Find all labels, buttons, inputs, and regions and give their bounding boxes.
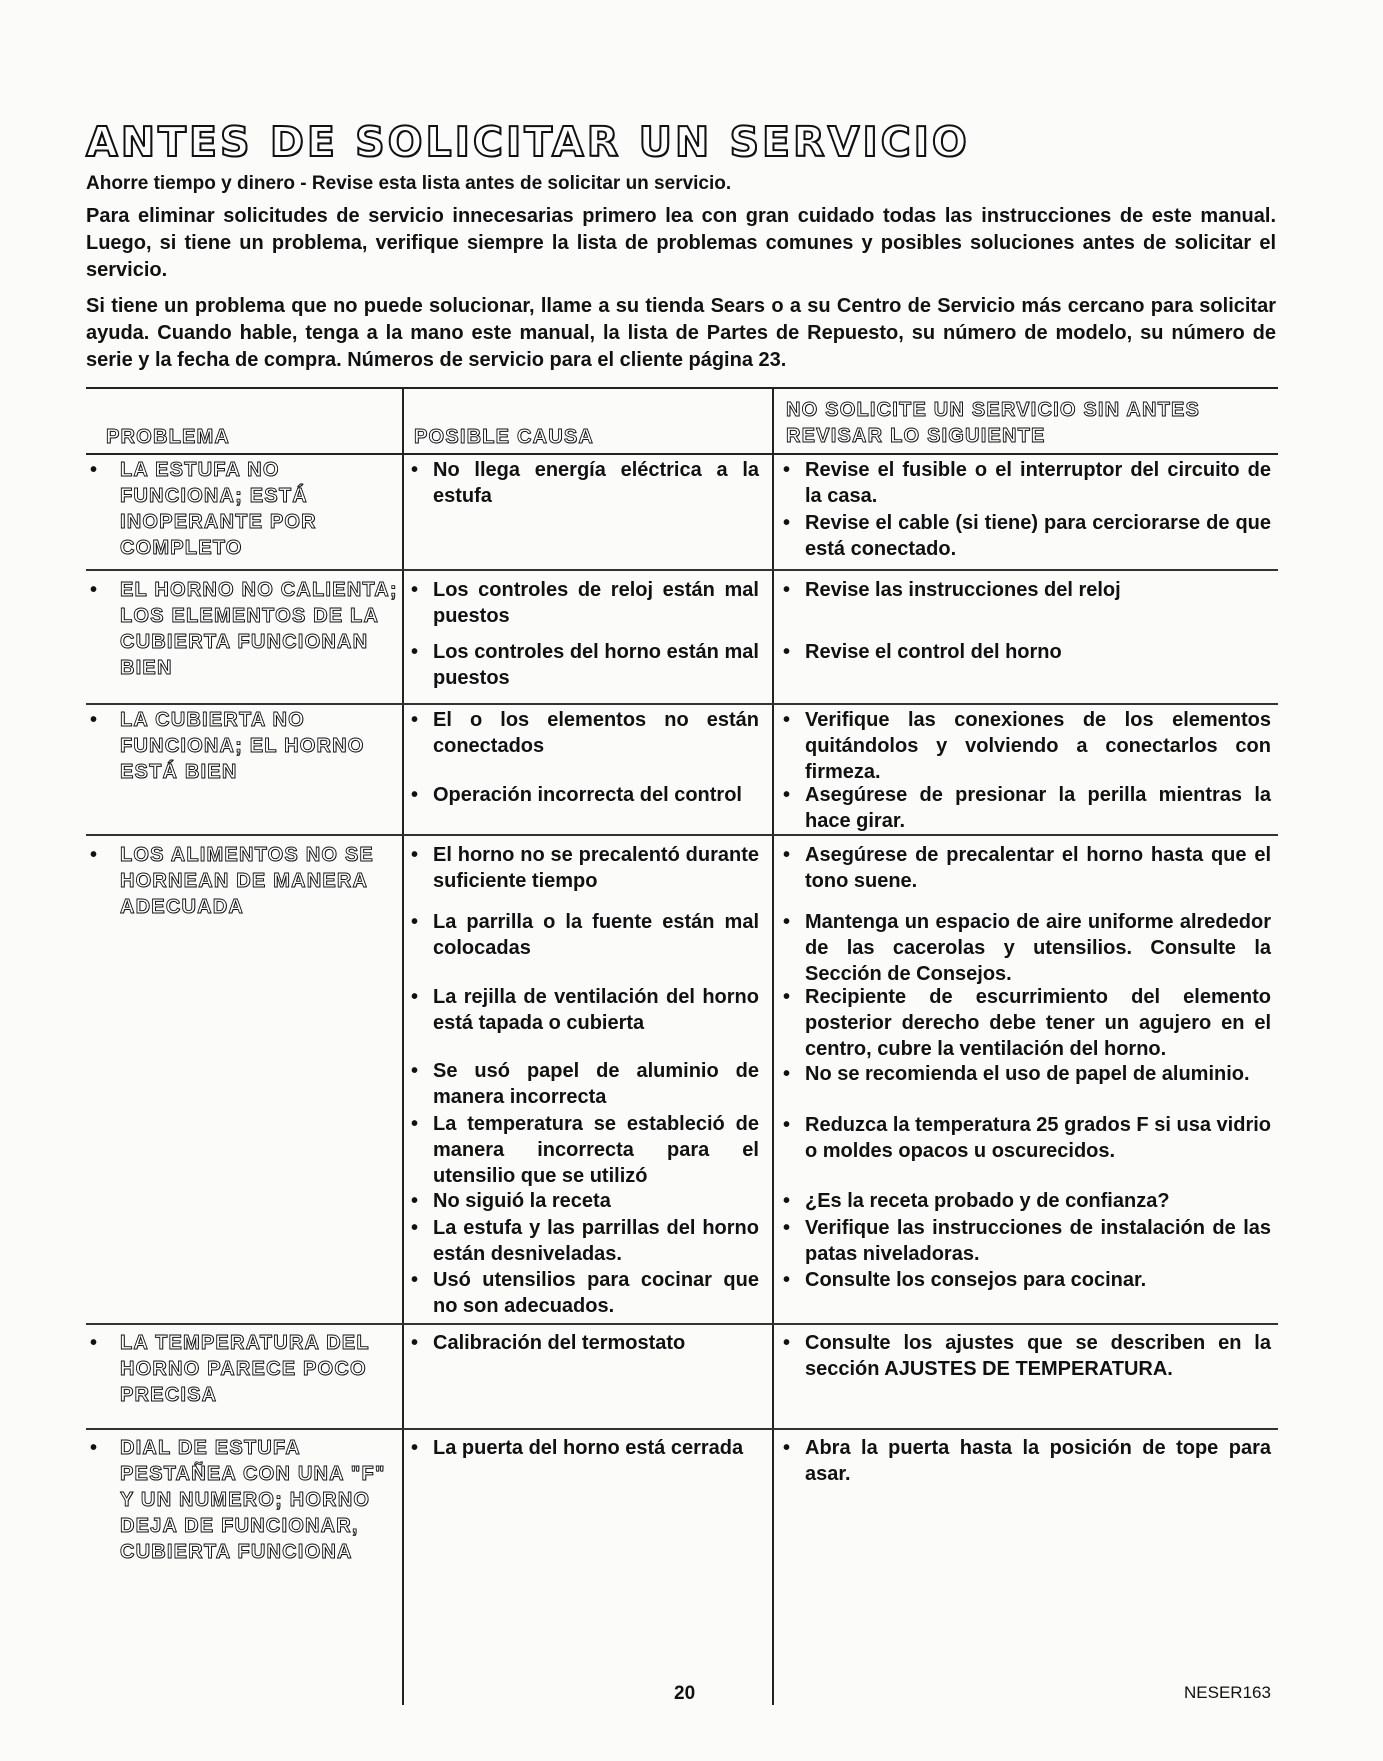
document-code: NESER163 — [1184, 1683, 1271, 1702]
solution-item: • ¿Es la receta probado y de confianza? — [783, 1190, 1170, 1212]
page-subtitle: Ahorre tiempo y dinero - Revise esta lista antes de solicitar un servicio. — [86, 173, 732, 194]
page-number: 20 — [674, 1683, 696, 1704]
solution-item: • Revise el cable (si tiene) para cerciorarse de que está conectado. — [783, 512, 1271, 560]
solution-item: • Verifique las conexiones de los elementos quitándolos y volviendo a conectarlos con firmeza. — [783, 709, 1271, 783]
cause-item: • No llega energía eléctrica a la estufa — [411, 459, 759, 507]
cause-item: • La temperatura se estableció de manera incorrecta para el utensilio que se utilizó — [411, 1113, 759, 1187]
cause-item: • La rejilla de ventilación del horno está tapada o cubierta — [411, 986, 759, 1034]
cause-item: • La puerta del horno está cerrada — [411, 1437, 744, 1459]
solution-item: • No se recomienda el uso de papel de aluminio. — [783, 1063, 1250, 1085]
header-rule — [86, 453, 1278, 455]
header-problem: PROBLEMA — [106, 426, 231, 448]
solution-item: • Asegúrese de precalentar el horno hasta que el tono suene. — [783, 844, 1271, 892]
page-title: ANTES DE SOLICITAR UN SERVICIO — [86, 118, 970, 166]
solution-item: • Recipiente de escurrimiento del elemento posterior derecho debe tener un agujero en el centro, cubre la ventilación del horno. — [783, 986, 1271, 1060]
problem-cell: • LA ESTUFA NO FUNCIONA; ESTÁ INOPERANTE POR COMPLETO — [90, 459, 317, 559]
cause-item: • La parrilla o la fuente están mal colocadas — [411, 911, 759, 959]
cause-item: • Se usó papel de aluminio de manera incorrecta — [411, 1060, 759, 1108]
solution-item: • Revise el fusible o el interruptor del circuito de la casa. — [783, 459, 1271, 507]
cause-item: • El horno no se precalentó durante suficiente tiempo — [411, 844, 759, 892]
solution-item: • Abra la puerta hasta la posición de tope para asar. — [783, 1437, 1271, 1485]
cause-item: • Usó utensilios para cocinar que no son adecuados. — [411, 1269, 759, 1317]
contact-paragraph: Si tiene un problema que no puede solucionar, llame a su tienda Sears o a su Centro de Servicio más cercano para solicitar ayuda. Cuando hable, tenga a la mano este manual, la lista de Partes de Repuesto, su número de modelo, su número de serie y la fecha de compra. Números de servicio para el cliente página 23. — [86, 295, 1276, 371]
cause-item: • El o los elementos no están conectados — [411, 709, 759, 757]
solution-item: • Verifique las instrucciones de instalación de las patas niveladoras. — [783, 1217, 1271, 1265]
column-divider — [772, 387, 774, 1705]
problem-cell: • LA CUBIERTA NO FUNCIONA; EL HORNO ESTÁ BIEN — [90, 709, 365, 783]
problem-cell: • EL HORNO NO CALIENTA; LOS ELEMENTOS DE LA CUBIERTA FUNCIONAN BIEN — [90, 579, 398, 679]
header-solution: NO SOLICITE UN SERVICIO SIN ANTES REVISAR LO SIGUIENTE — [786, 399, 1201, 447]
solution-item: • Consulte los consejos para cocinar. — [783, 1269, 1147, 1291]
problem-cell: • LA TEMPERATURA DEL HORNO PARECE POCO PRECISA — [90, 1332, 370, 1406]
row-divider — [86, 834, 1278, 836]
solution-item: • Revise las instrucciones del reloj — [783, 579, 1121, 601]
row-divider — [86, 703, 1278, 705]
troubleshooting-table — [86, 387, 1278, 1705]
row-divider — [86, 1323, 1278, 1325]
solution-item: • Consulte los ajustes que se describen en la sección AJUSTES DE TEMPERATURA. — [783, 1332, 1271, 1380]
solution-item: • Revise el control del horno — [783, 641, 1062, 663]
solution-item: • Mantenga un espacio de aire uniforme alrededor de las cacerolas y utensilios. Consulte la Sección de Consejos. — [783, 911, 1271, 985]
cause-item: • Calibración del termostato — [411, 1332, 686, 1354]
intro-paragraph: Para eliminar solicitudes de servicio innecesarias primero lea con gran cuidado todas las instrucciones de este manual. Luego, si tiene un problema, verifique siempre la lista de problemas comunes y posibles soluciones antes de solicitar el servicio. — [86, 205, 1276, 281]
row-divider — [86, 1428, 1278, 1430]
table-top-rule — [86, 387, 1278, 389]
problem-cell: • DIAL DE ESTUFA PESTAÑEA CON UNA "F" Y UN NUMERO; HORNO DEJA DE FUNCIONAR, CUBIERTA FUNCIONA — [90, 1437, 386, 1563]
cause-item: • Los controles del horno están mal puestos — [411, 641, 759, 689]
header-cause: POSIBLE CAUSA — [414, 426, 595, 448]
solution-item: • Reduzca la temperatura 25 grados F si usa vidrio o moldes opacos u oscurecidos. — [783, 1114, 1271, 1162]
cause-item: • Los controles de reloj están mal puestos — [411, 579, 759, 627]
solution-item: • Asegúrese de presionar la perilla mientras la hace girar. — [783, 784, 1271, 832]
cause-item: • No siguió la receta — [411, 1190, 611, 1212]
problem-cell: • LOS ALIMENTOS NO SE HORNEAN DE MANERA ADECUADA — [90, 844, 374, 918]
cause-item: • La estufa y las parrillas del horno están desniveladas. — [411, 1217, 759, 1265]
cause-item: • Operación incorrecta del control — [411, 784, 742, 806]
row-divider — [86, 569, 1278, 571]
